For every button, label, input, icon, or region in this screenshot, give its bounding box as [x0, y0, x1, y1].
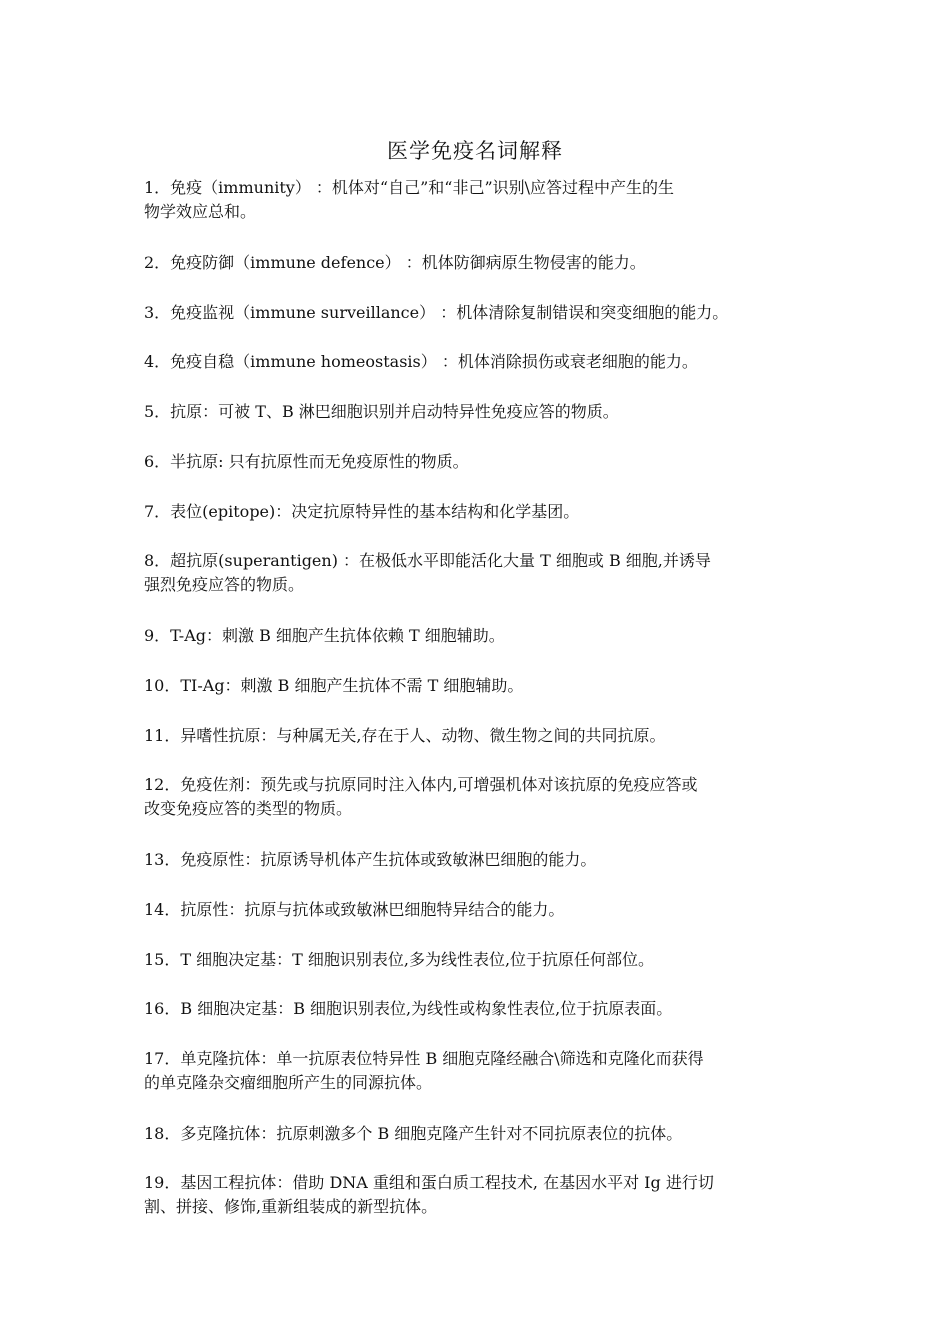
- definition-entry-19: [144, 1171, 824, 1219]
- definition-entry-5: [144, 400, 824, 424]
- entry-line: 物学效应总和。: [144, 202, 257, 221]
- definition-entry-12: [144, 773, 824, 821]
- entry-line: 14．抗原性：抗原与抗体或致敏淋巴细胞特异结合的能力。: [144, 900, 565, 919]
- definition-entry-4: [144, 350, 824, 374]
- entry-line: 强烈免疫应答的物质。: [144, 575, 305, 594]
- entry-line: 改变免疫应答的类型的物质。: [144, 799, 353, 818]
- definition-entry-3: [144, 301, 824, 325]
- entry-line: 16．B 细胞决定基：B 细胞识别表位,为线性或构象性表位,位于抗原表面。: [144, 999, 673, 1018]
- entry-line: 12．免疫佐剂：预先或与抗原同时注入体内,可增强机体对该抗原的免疫应答或: [144, 775, 698, 794]
- entry-line: 11．异嗜性抗原：与种属无关,存在于人、动物、微生物之间的共同抗原。: [144, 726, 666, 745]
- definition-entry-15: [144, 948, 824, 972]
- entry-line: 18．多克隆抗体：抗原刺激多个 B 细胞克隆产生针对不同抗原表位的抗体。: [144, 1124, 683, 1143]
- entry-line: 的单克隆杂交瘤细胞所产生的同源抗体。: [144, 1073, 433, 1092]
- entry-line: 5．抗原：可被 T、B 淋巴细胞识别并启动特异性免疫应答的物质。: [144, 402, 619, 421]
- entry-line: 3．免疫监视（immune surveillance） ：机体清除复制错误和突变细胞的能力。: [144, 303, 729, 322]
- definition-entry-16: [144, 997, 824, 1021]
- entry-line: 2．免疫防御（immune defence） ：机体防御病原生物侵害的能力。: [144, 253, 646, 272]
- entry-line: 4．免疫自稳（immune homeostasis） ：机体消除损伤或衰老细胞的能力。: [144, 352, 698, 371]
- entry-line: 6．半抗原: 只有抗原性而无免疫原性的物质。: [144, 452, 469, 471]
- entry-line: 17．单克隆抗体：单一抗原表位特异性 B 细胞克隆经融合\筛选和克隆化而获得: [144, 1049, 704, 1068]
- definition-entry-7: [144, 500, 824, 524]
- document-title: 医学免疫名词解释: [387, 139, 563, 163]
- entry-line: 割、拼接、修饰,重新组装成的新型抗体。: [144, 1197, 438, 1216]
- entry-line: 10．TI-Ag：刺激 B 细胞产生抗体不需 T 细胞辅助。: [144, 676, 524, 695]
- definition-entry-2: [144, 251, 824, 275]
- entry-line: 7．表位(epitope)：决定抗原特异性的基本结构和化学基团。: [144, 502, 580, 521]
- entry-line: 15．T 细胞决定基：T 细胞识别表位,多为线性表位,位于抗原任何部位。: [144, 950, 655, 969]
- entry-line: 1．免疫（immunity） ：机体对“自己”和“非己”识别\应答过程中产生的生: [144, 178, 675, 197]
- definition-entry-13: [144, 848, 824, 872]
- entry-line: 8．超抗原(superantigen) ：在极低水平即能活化大量 T 细胞或 B 细胞,并诱导: [144, 551, 711, 570]
- definition-entry-10: [144, 674, 824, 698]
- entry-line: 19．基因工程抗体：借助 DNA 重组和蛋白质工程技术, 在基因水平对 Ig 进行切: [144, 1173, 714, 1192]
- entry-line: 9．T-Ag：刺激 B 细胞产生抗体依赖 T 细胞辅助。: [144, 626, 505, 645]
- definition-entry-9: [144, 624, 824, 648]
- definition-entry-18: [144, 1122, 824, 1146]
- definition-entry-6: [144, 450, 824, 474]
- definition-entry-11: [144, 724, 824, 748]
- definition-entry-1: [144, 176, 824, 224]
- entry-line: 13．免疫原性：抗原诱导机体产生抗体或致敏淋巴细胞的能力。: [144, 850, 597, 869]
- definition-entry-14: [144, 898, 824, 922]
- definition-entry-17: [144, 1047, 824, 1095]
- definition-entry-8: [144, 549, 824, 597]
